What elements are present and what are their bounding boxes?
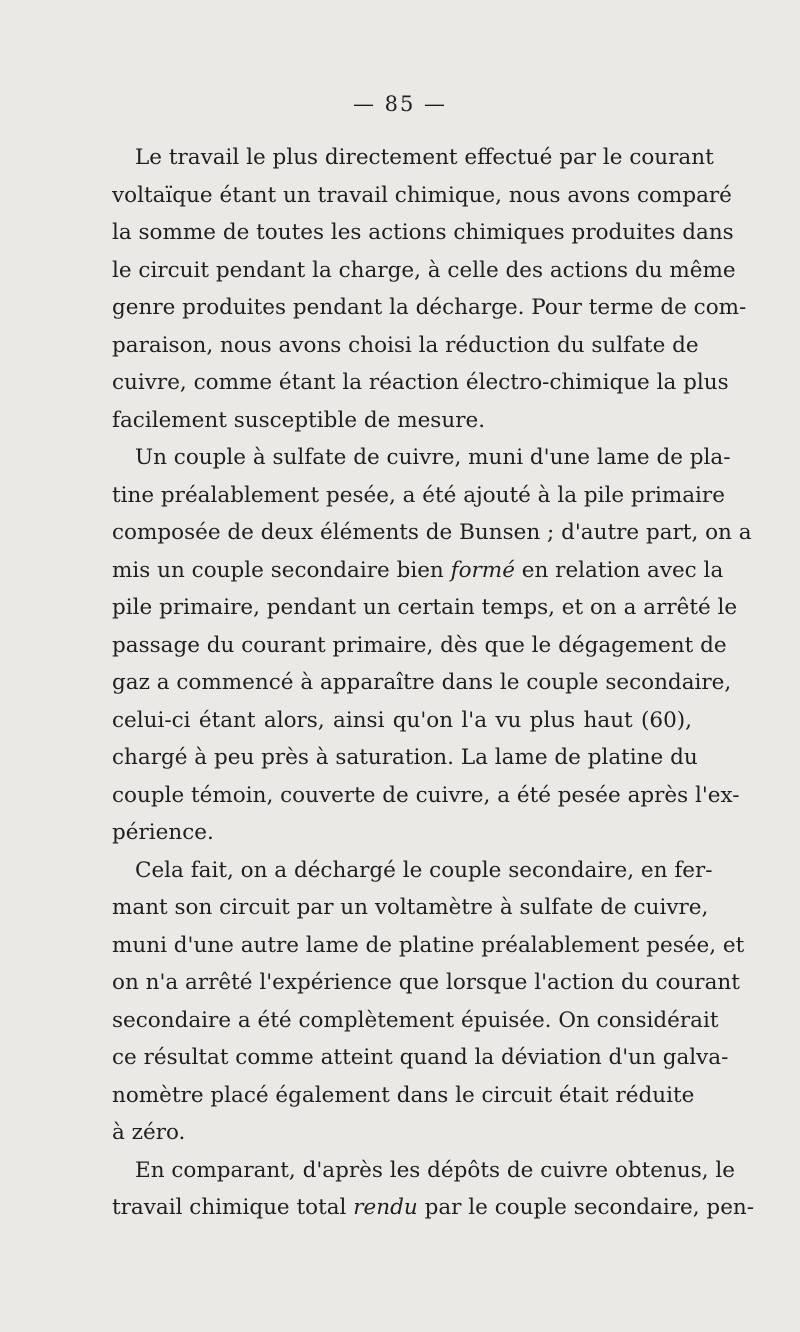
text-line: chargé à peu près à saturation. La lame de platine du xyxy=(112,745,698,770)
text-line: En comparant, d'après les dépôts de cuivre obtenus, le xyxy=(135,1157,736,1183)
text-line: ce résultat comme atteint quand la déviation d'un galva- xyxy=(112,1045,729,1070)
text-line: Cela fait, on a déchargé le couple secondaire, en fer- xyxy=(135,857,713,883)
text-line: la somme de toutes les actions chimiques produites dans xyxy=(112,220,734,245)
italic-word: formé xyxy=(450,557,515,583)
text-segment: mis un couple secondaire bien xyxy=(112,557,444,583)
text-line: mant son circuit par un voltamètre à sulfate de cuivre, xyxy=(112,895,709,920)
text-line: facilement susceptible de mesure. xyxy=(112,407,486,433)
text-segment: par le couple secondaire, pen- xyxy=(424,1195,755,1220)
text-line: celui-ci étant alors, ainsi qu'on l'a vu plus haut (60), xyxy=(112,707,692,733)
page-number: — 85 — xyxy=(352,92,448,116)
text-line: muni d'une autre lame de platine préalablement pesée, et xyxy=(112,932,745,958)
text-line: genre produites pendant la décharge. Pour terme de com- xyxy=(112,295,747,320)
text-segment: en relation avec la xyxy=(514,557,724,583)
text-line: couple témoin, couverte de cuivre, a été pesée après l'ex- xyxy=(112,782,740,808)
text-line: périence. xyxy=(112,820,214,845)
text-line: le circuit pendant la charge, à celle des actions du même xyxy=(112,257,736,283)
text-line: on n'a arrêté l'expérience que lorsque l'action du courant xyxy=(112,970,740,995)
text-line: secondaire a été complètement épuisée. On considérait xyxy=(112,1007,719,1033)
text-line: passage du courant primaire, dès que le dégagement de xyxy=(112,632,727,658)
text-line: nomètre placé également dans le circuit était réduite xyxy=(112,1082,695,1108)
text-line-with-italic xyxy=(112,1189,755,1227)
text-line: pile primaire, pendant un certain temps, et on a arrêté le xyxy=(112,595,738,620)
text-line: voltaïque étant un travail chimique, nous avons comparé xyxy=(112,182,732,208)
text-line: cuivre, comme étant la réaction électro-chimique la plus xyxy=(112,370,729,395)
text-line-with-italic xyxy=(112,552,724,590)
text-line: paraison, nous avons choisi la réduction du sulfate de xyxy=(112,332,699,358)
text-line: tine préalablement pesée, a été ajouté à la pile primaire xyxy=(112,482,725,508)
body-text xyxy=(112,139,755,1227)
text-line: Le travail le plus directement effectué par le courant xyxy=(135,145,714,170)
text-line: gaz a commencé à apparaître dans le couple secondaire, xyxy=(112,670,732,695)
text-line: à zéro. xyxy=(112,1120,186,1145)
text-segment: travail chimique total xyxy=(112,1195,347,1220)
text-line: composée de deux éléments de Bunsen ; d'autre part, on a xyxy=(112,520,752,545)
text-line: Un couple à sulfate de cuivre, muni d'une lame de pla- xyxy=(135,445,731,470)
italic-word: rendu xyxy=(353,1195,418,1220)
